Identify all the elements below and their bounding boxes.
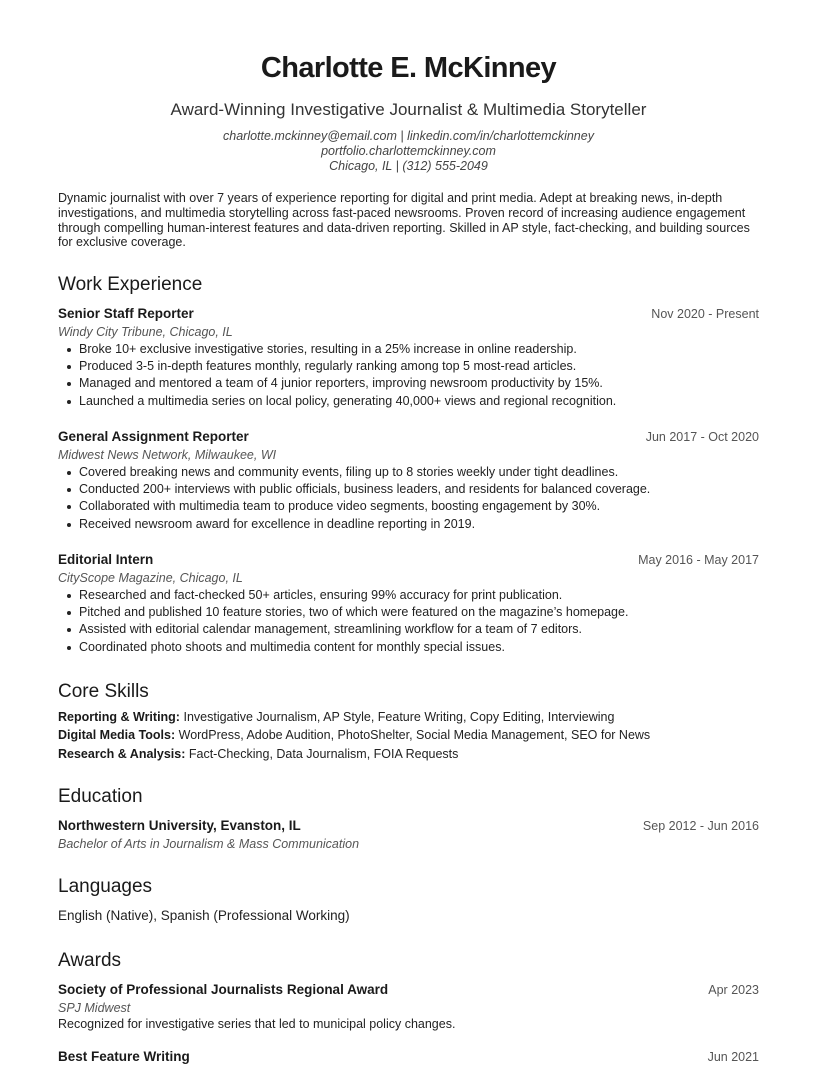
bullet-item: Assisted with editorial calendar management, streamlining workflow for a team of 7 editors. <box>79 621 759 638</box>
job-date: May 2016 - May 2017 <box>638 553 759 567</box>
school-name: Northwestern University, Evanston, IL <box>58 818 301 833</box>
professional-summary: Dynamic journalist with over 7 years of experience reporting for digital and print media. Adept at breaking news, in-depth investigations, and multimedia storytelling across fast-paced newsrooms. Proven record of increasing audience engagement through compelling human-interest features and data-driven reporting. Skilled in AP style, fact-checking, and building sources for exclusive coverage. <box>58 191 750 250</box>
bullet-item: Produced 3-5 in-depth features monthly, regularly ranking among top 5 most-read articles. <box>79 358 759 375</box>
contact-email-linkedin: charlotte.mckinney@email.com | linkedin.com/in/charlottemckinney <box>223 129 594 143</box>
section-title-languages: Languages <box>58 876 153 897</box>
award-entry <box>58 1049 759 1067</box>
skill-label: Reporting & Writing: <box>58 710 180 724</box>
skill-label: Research & Analysis: <box>58 747 186 761</box>
bullet-item: Covered breaking news and community events, filing up to 8 stories weekly under tight deadlines. <box>79 464 759 481</box>
award-title: Society of Professional Journalists Regional Award <box>58 982 389 997</box>
job-bullets <box>58 587 759 656</box>
contact-portfolio: portfolio.charlottemckinney.com <box>321 143 496 158</box>
section-title-awards: Awards <box>58 950 122 971</box>
bullet-item: Received newsroom award for excellence in deadline reporting in 2019. <box>79 516 759 533</box>
contact-block <box>58 129 759 173</box>
bullet-item: Launched a multimedia series on local policy, generating 40,000+ views and regional recognition. <box>79 393 759 410</box>
bullet-item: Broke 10+ exclusive investigative stories, resulting in a 25% increase in online readership. <box>79 341 759 358</box>
job-title: Senior Staff Reporter <box>58 306 194 321</box>
bullet-item: Conducted 200+ interviews with public officials, business leaders, and residents for balanced coverage. <box>79 481 759 498</box>
job-employer: CityScope Magazine, Chicago, IL <box>58 571 243 585</box>
award-title: Best Feature Writing <box>58 1049 190 1064</box>
skill-value: Fact-Checking, Data Journalism, FOIA Requests <box>188 747 459 761</box>
section-title-education: Education <box>58 786 143 807</box>
job-employer: Midwest News Network, Milwaukee, WI <box>58 448 277 462</box>
degree-name: Bachelor of Arts in Journalism & Mass Communication <box>58 837 360 851</box>
section-title-work: Work Experience <box>58 274 203 295</box>
bullet-item: Collaborated with multimedia team to produce video segments, boosting engagement by 30%. <box>79 498 759 515</box>
candidate-headline: Award-Winning Investigative Journalist & Multimedia Storyteller <box>170 100 647 119</box>
languages-list: English (Native), Spanish (Professional Working) <box>58 908 350 923</box>
job-date: Jun 2017 - Oct 2020 <box>645 430 759 444</box>
award-date: Apr 2023 <box>708 983 759 997</box>
work-entry <box>58 429 759 533</box>
skill-row <box>58 710 614 724</box>
award-org: SPJ Midwest <box>58 1001 131 1015</box>
education-entry <box>58 818 759 853</box>
education-date: Sep 2012 - Jun 2016 <box>642 819 759 833</box>
job-employer: Windy City Tribune, Chicago, IL <box>58 325 233 339</box>
candidate-name: Charlotte E. McKinney <box>260 52 557 84</box>
bullet-item: Coordinated photo shoots and multimedia content for monthly special issues. <box>79 639 759 656</box>
skill-value: WordPress, Adobe Audition, PhotoShelter, Social Media Management, SEO for News <box>178 728 651 742</box>
section-title-skills: Core Skills <box>58 681 149 702</box>
work-entry <box>58 306 759 410</box>
award-date: Jun 2021 <box>707 1050 759 1064</box>
job-bullets <box>58 464 759 533</box>
award-description: Recognized for investigative series that led to municipal policy changes. <box>58 1017 456 1031</box>
skill-row <box>58 728 650 742</box>
job-title: Editorial Intern <box>58 552 154 567</box>
job-bullets <box>58 341 759 410</box>
job-title: General Assignment Reporter <box>58 429 249 444</box>
bullet-item: Managed and mentored a team of 4 junior reporters, improving newsroom productivity by 15%. <box>79 375 759 392</box>
work-entry <box>58 552 759 656</box>
job-date: Nov 2020 - Present <box>651 307 759 321</box>
skill-row <box>58 747 458 761</box>
award-entry <box>58 982 759 1031</box>
bullet-item: Researched and fact-checked 50+ articles, ensuring 99% accuracy for print publication. <box>79 587 759 604</box>
bullet-item: Pitched and published 10 feature stories, two of which were featured on the magazine’s homepage. <box>79 604 759 621</box>
contact-location-phone: Chicago, IL | (312) 555-2049 <box>329 158 488 173</box>
skill-value: Investigative Journalism, AP Style, Feature Writing, Copy Editing, Interviewing <box>183 710 615 724</box>
skill-label: Digital Media Tools: <box>58 728 176 742</box>
